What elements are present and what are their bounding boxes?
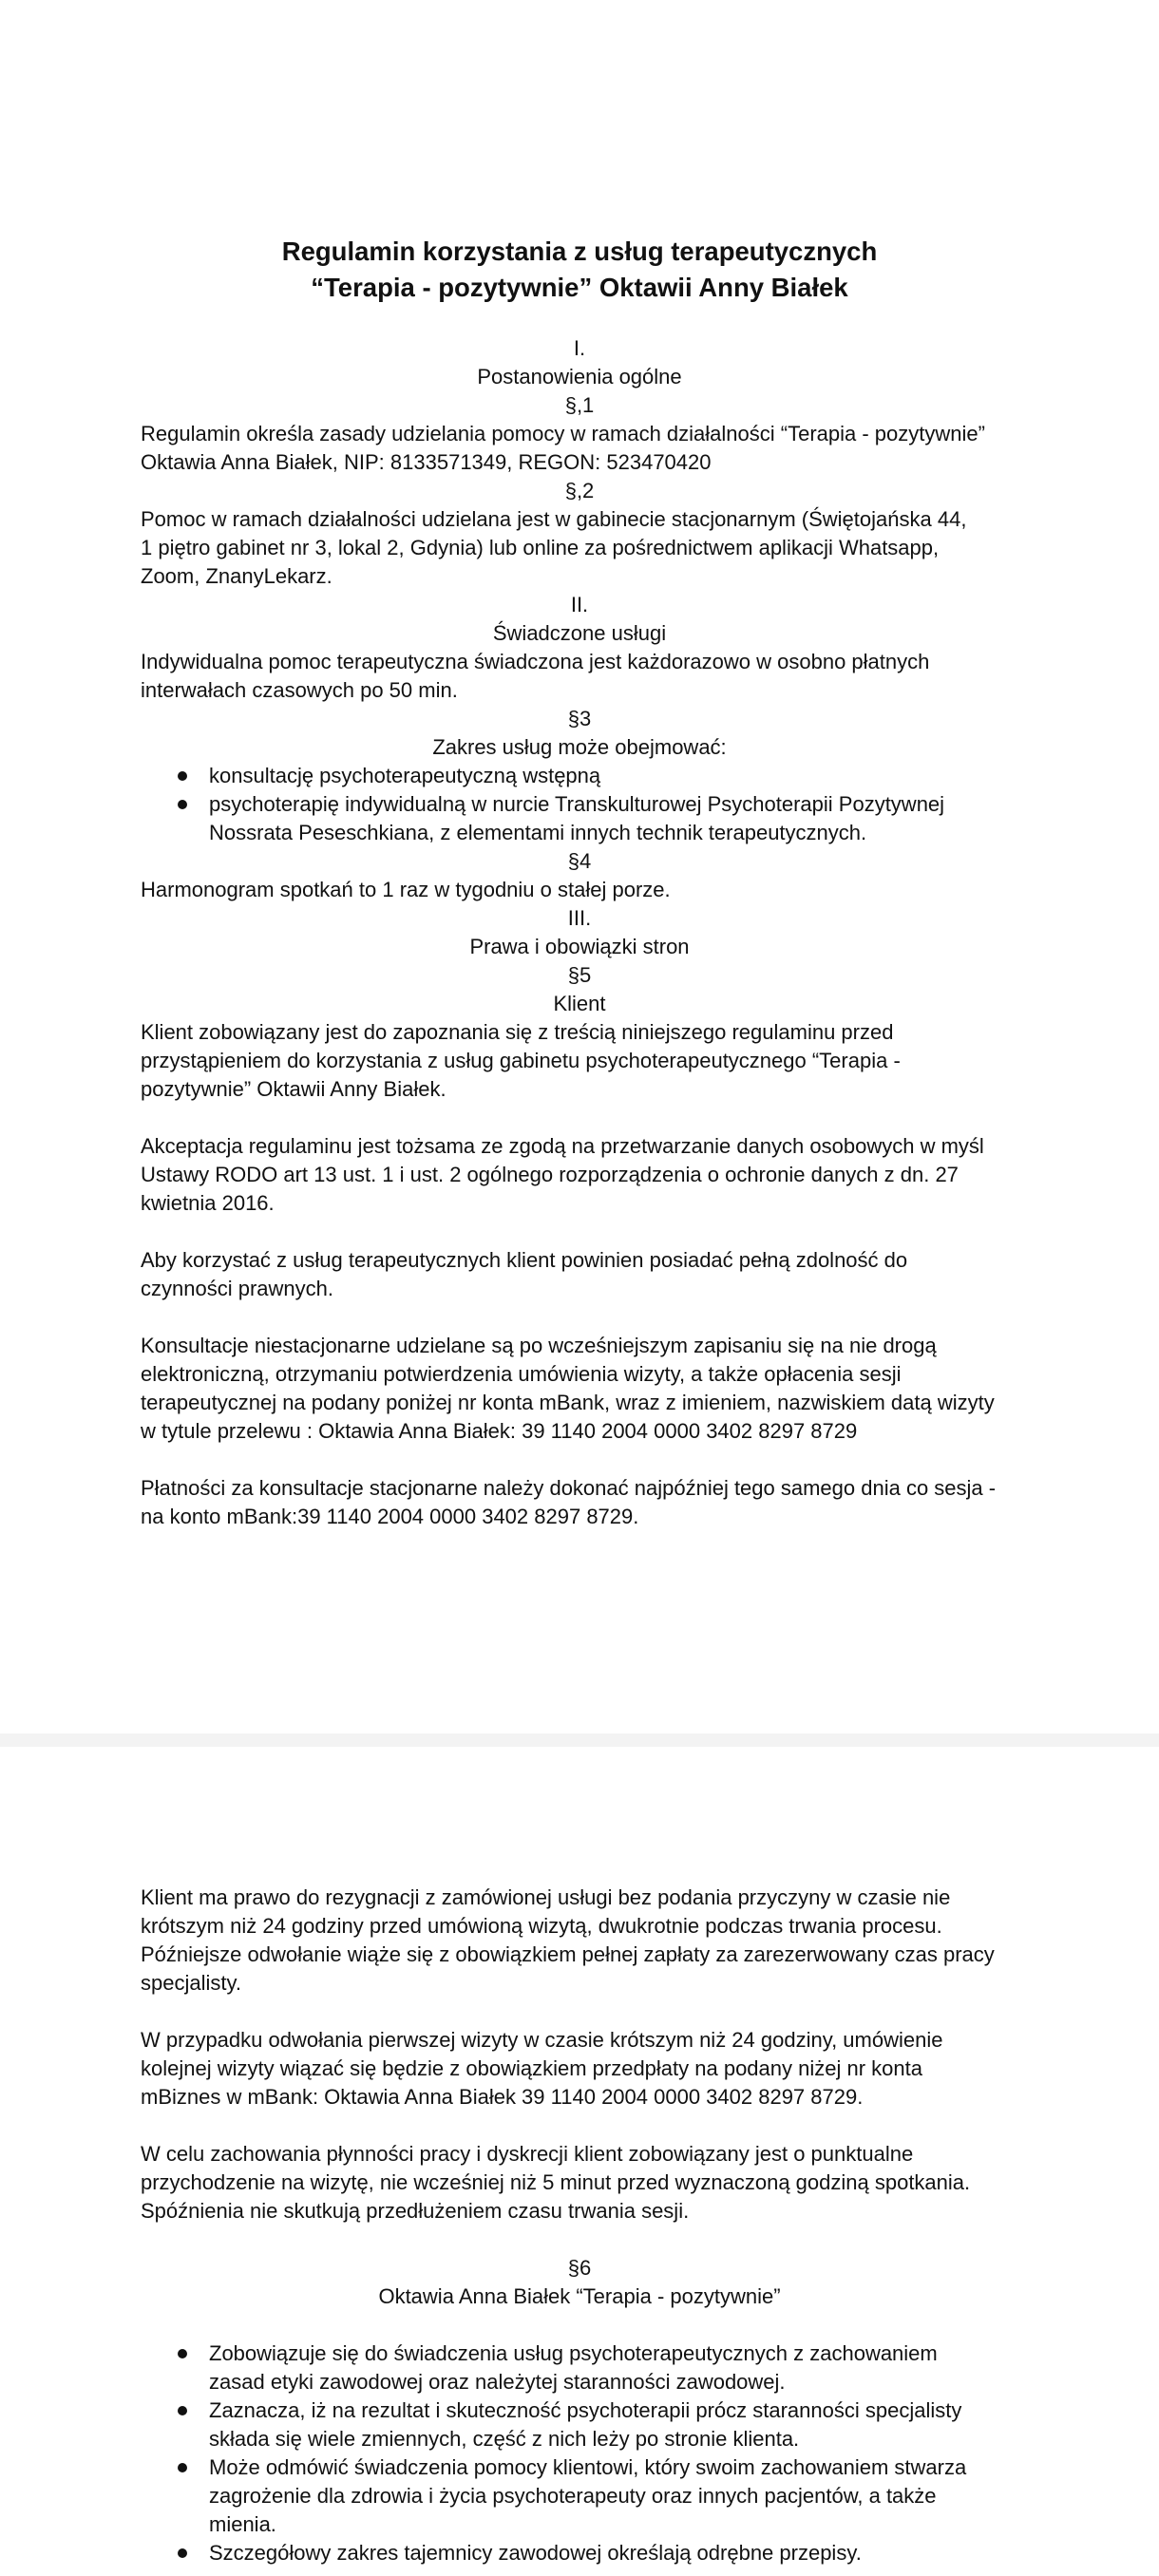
- text-line: zagrożenie dla zdrowia i życia psychoterapeuty oraz innych pacjentów, a także: [209, 2484, 937, 2508]
- section-2-text: [141, 648, 1018, 705]
- text-line: Zaznacza, iż na rezultat i skuteczność psychoterapii prócz staranności specjalisty: [209, 2398, 962, 2422]
- paragraph-4-text: Harmonogram spotkań to 1 raz w tygodniu o stałej porze.: [141, 878, 671, 901]
- text-line: Nossrata Peseschkiana, z elementami innych technik terapeutycznych.: [209, 821, 867, 844]
- list-item: [141, 762, 1018, 790]
- text-line: Spóźnienia nie skutkują przedłużeniem czasu trwania sesji.: [141, 2199, 690, 2223]
- services-list: [141, 762, 1018, 847]
- text-line: elektroniczną, otrzymaniu potwierdzenia umówienia wizyty, a także opłacenia sesji: [141, 1362, 902, 1386]
- section-3-number: III.: [567, 906, 592, 930]
- paragraph-1-sign: §,1: [564, 393, 595, 417]
- client-paragraph-3: [141, 1246, 1018, 1303]
- section-1-number: I.: [573, 336, 586, 360]
- text-line: W celu zachowania płynności pracy i dyskrecji klient zobowiązany jest o punktualne: [141, 2142, 914, 2166]
- text-line: Zoom, ZnanyLekarz.: [141, 564, 332, 588]
- text-line: specjalisty.: [141, 1971, 241, 1995]
- text-line: Ustawy RODO art 13 ust. 1 i ust. 2 ogólnego rozporządzenia o ochronie danych z dn. 27: [141, 1163, 959, 1186]
- section-3-heading: Prawa i obowiązki stron: [469, 935, 690, 958]
- therapist-obligations-list: [141, 2339, 1018, 2567]
- text-line: na konto mBank:39 1140 2004 0000 3402 8297 8729.: [141, 1505, 639, 1528]
- paragraph-6-sign: §6: [567, 2256, 592, 2280]
- text-line: przystąpieniem do korzystania z usług gabinetu psychoterapeutycznego “Terapia -: [141, 1049, 901, 1072]
- section-2-number: II.: [570, 593, 589, 616]
- text-line: przychodzenie na wizytę, nie wcześniej niż 5 minut przed wyznaczoną godziną spotkania.: [141, 2170, 971, 2194]
- paragraph-4-sign: §4: [567, 849, 592, 873]
- client-paragraph-5: [141, 1474, 1018, 1531]
- paragraph-3-sign: §3: [567, 707, 592, 730]
- text-line: mBiznes w mBank: Oktawia Anna Białek 39 1140 2004 0000 3402 8297 8729.: [141, 2085, 864, 2109]
- document-page-2: [0, 1747, 1159, 2576]
- text-line: Oktawia Anna Białek, NIP: 8133571349, REGON: 523470420: [141, 450, 712, 474]
- paragraph-5-sign: §5: [567, 963, 592, 987]
- text-line: Może odmówić świadczenia pomocy klientowi, który swoim zachowaniem stwarza: [209, 2455, 967, 2479]
- text-line: Indywidualna pomoc terapeutyczna świadczona jest każdorazowo w osobno płatnych: [141, 650, 930, 673]
- text-line: pozytywnie” Oktawii Anny Białek.: [141, 1077, 446, 1101]
- text-line: interwałach czasowych po 50 min.: [141, 678, 458, 702]
- list-item: [141, 2453, 1018, 2539]
- paragraph-2-text: [141, 505, 1018, 591]
- text-line: Klient zobowiązany jest do zapoznania się z treścią niniejszego regulaminu przed: [141, 1020, 894, 1044]
- text-line: Regulamin określa zasady udzielania pomocy w ramach działalności “Terapia - pozytywnie”: [141, 422, 985, 445]
- section-2-heading: Świadczone usługi: [492, 621, 667, 645]
- client-paragraph-1: [141, 1018, 1018, 1104]
- late-cancellation-paragraph: [141, 2026, 1018, 2112]
- title-line-2: “Terapia - pozytywnie” Oktawii Anny Białek: [311, 273, 848, 302]
- client-paragraph-4: [141, 1332, 1018, 1446]
- text-line: kwietnia 2016.: [141, 1191, 275, 1215]
- text-line: składa się wiele zmiennych, część z nich leży po stronie klienta.: [209, 2427, 800, 2451]
- text-line: krótszym niż 24 godziny przed umówioną wizytą, dwukrotnie podczas trwania procesu.: [141, 1914, 942, 1938]
- paragraph-3-heading: Zakres usług może obejmować:: [432, 735, 727, 759]
- text-line: zasad etyki zawodowej oraz należytej staranności zawodowej.: [209, 2370, 786, 2394]
- text-line: W przypadku odwołania pierwszej wizyty w czasie krótszym niż 24 godziny, umówienie: [141, 2028, 943, 2052]
- cancellation-paragraph: [141, 1884, 1018, 1998]
- list-item: [141, 2339, 1018, 2396]
- text-line: 1 piętro gabinet nr 3, lokal 2, Gdynia) lub online za pośrednictwem aplikacji Whatsapp,: [141, 536, 940, 559]
- text-line: kolejnej wizyty wiązać się będzie z obowiązkiem przedpłaty na podany niżej nr konta: [141, 2056, 922, 2080]
- list-item: [141, 2539, 1018, 2567]
- page-1-content: [141, 234, 1018, 1531]
- text-line: Klient ma prawo do rezygnacji z zamówionej usługi bez podania przyczyny w czasie nie: [141, 1885, 951, 1909]
- list-item: [141, 790, 1018, 847]
- text-line: psychoterapię indywidualną w nurcie Transkulturowej Psychoterapii Pozytywnej: [209, 792, 945, 816]
- page-separator: [0, 1733, 1159, 1747]
- text-line: Pomoc w ramach działalności udzielana jest w gabinecie stacjonarnym (Świętojańska 44,: [141, 507, 967, 531]
- punctuality-paragraph: [141, 2140, 1018, 2226]
- page-2-content: [141, 1884, 1018, 2567]
- text-line: czynności prawnych.: [141, 1277, 333, 1300]
- client-paragraph-2: [141, 1132, 1018, 1218]
- text-line: konsultację psychoterapeutyczną wstępną: [209, 764, 601, 787]
- text-line: Szczegółowy zakres tajemnicy zawodowej określają odrębne przepisy.: [209, 2541, 862, 2565]
- title-line-1: Regulamin korzystania z usług terapeutycznych: [281, 237, 878, 266]
- text-line: Płatności za konsultacje stacjonarne należy dokonać najpóźniej tego samego dnia co sesja -: [141, 1476, 997, 1500]
- text-line: w tytule przelewu : Oktawia Anna Białek: 39 1140 2004 0000 3402 8297 8729: [141, 1419, 858, 1443]
- section-1-heading: Postanowienia ogólne: [477, 365, 682, 388]
- text-line: Konsultacje niestacjonarne udzielane są po wcześniejszym zapisaniu się na nie drogą: [141, 1334, 937, 1357]
- text-line: Aby korzystać z usług terapeutycznych klient powinien posiadać pełną zdolność do: [141, 1248, 908, 1272]
- paragraph-5-heading: Klient: [553, 992, 606, 1015]
- list-item: [141, 2396, 1018, 2453]
- paragraph-2-sign: §,2: [564, 479, 595, 502]
- text-line: Zobowiązuje się do świadczenia usług psychoterapeutycznych z zachowaniem: [209, 2341, 938, 2365]
- document-title: [141, 234, 1018, 306]
- paragraph-1-text: [141, 420, 1018, 477]
- text-line: terapeutycznej na podany poniżej nr konta mBank, wraz z imieniem, nazwiskiem datą wizyty: [141, 1391, 995, 1414]
- text-line: Późniejsze odwołanie wiąże się z obowiązkiem pełnej zapłaty za zarezerwowany czas pracy: [141, 1942, 995, 1966]
- text-line: Akceptacja regulaminu jest tożsama ze zgodą na przetwarzanie danych osobowych w myśl: [141, 1134, 984, 1158]
- text-line: mienia.: [209, 2512, 276, 2536]
- paragraph-6-heading: Oktawia Anna Białek “Terapia - pozytywnie”: [378, 2284, 781, 2308]
